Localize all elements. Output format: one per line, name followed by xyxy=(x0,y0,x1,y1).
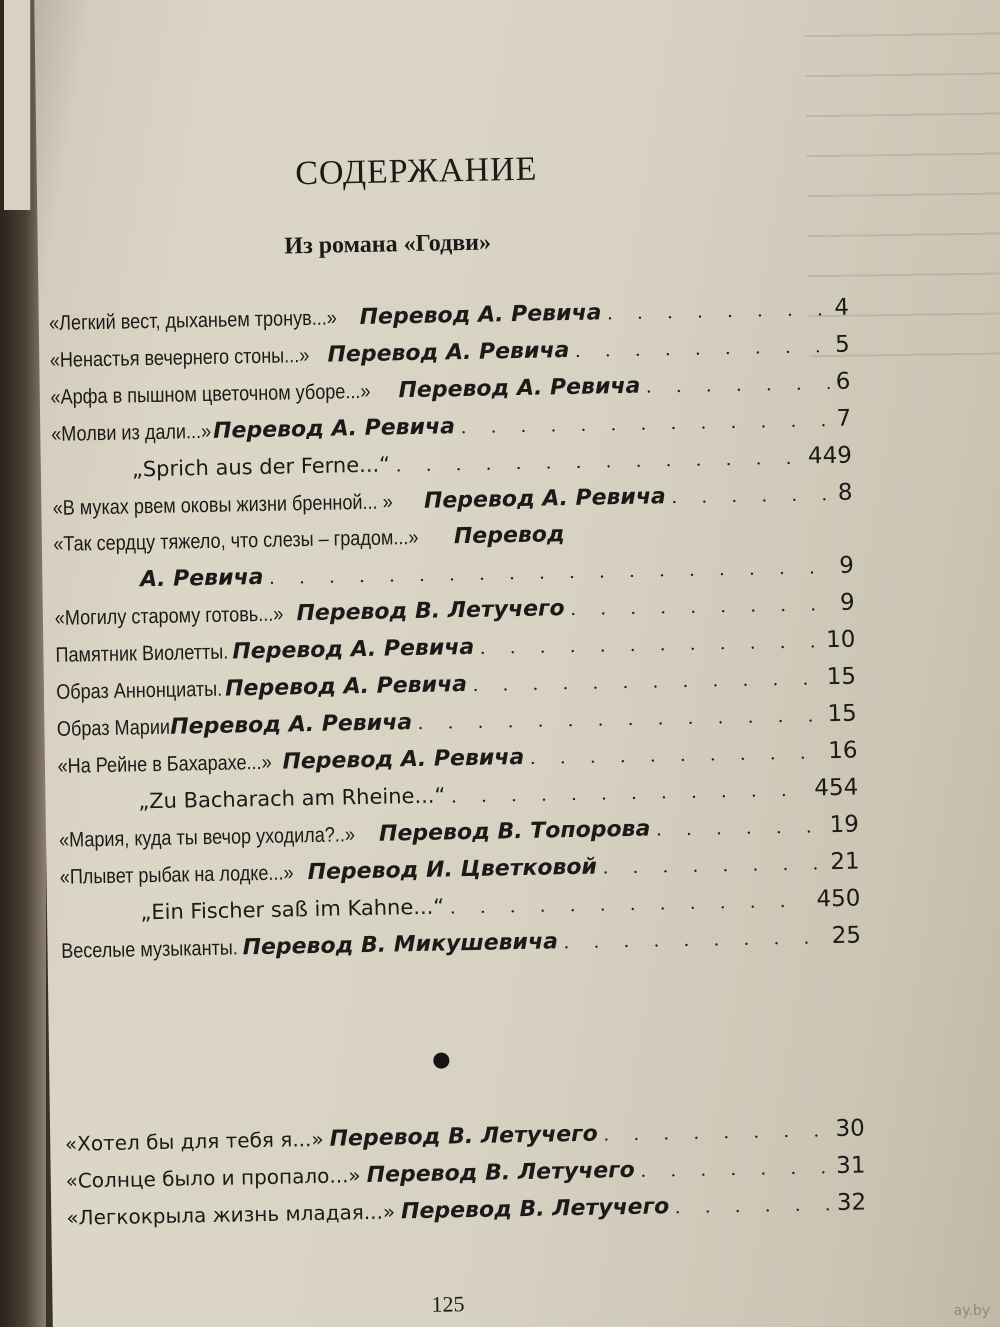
poem-title: «Так сердцу тяжело, что слезы – градом...» xyxy=(53,525,419,556)
poem-title: Памятник Виолетты. xyxy=(55,640,229,667)
original-title: „Sprich aus der Ferne...“ xyxy=(131,452,391,482)
entry-page-number: 454 xyxy=(814,774,859,802)
dot-leader xyxy=(675,1186,831,1225)
entry-page-number: 19 xyxy=(829,811,860,839)
poem-title: «Мария, куда ты вечор уходила?..» xyxy=(58,823,356,852)
entry-page-number: 450 xyxy=(816,885,861,913)
entry-page-number: 15 xyxy=(827,700,858,728)
section-heading: Из романа «Годви» xyxy=(284,229,492,260)
translator: Перевод А. Ревича xyxy=(282,744,525,775)
dot-leader xyxy=(646,365,830,405)
translator: Перевод xyxy=(453,522,565,550)
translator: Перевод А. Ревича xyxy=(398,373,641,404)
page-title: СОДЕРЖАНИЕ xyxy=(294,150,538,193)
dot-leader xyxy=(603,1112,829,1152)
entry-page-number: 5 xyxy=(834,331,850,358)
poem-title: Образ Марии. xyxy=(56,715,176,741)
translator: Перевод В. Микушевича xyxy=(242,929,559,961)
entry-page-number: 16 xyxy=(827,737,858,765)
section-divider-dot xyxy=(433,1052,449,1068)
poem-title: «На Рейне в Бахарахе...» xyxy=(57,750,272,778)
translator: Перевод А. Ревича xyxy=(423,484,667,514)
entry-page-number: 25 xyxy=(831,922,862,950)
dot-leader xyxy=(530,734,823,776)
translator: Перевод А. Ревича xyxy=(170,710,413,740)
poem-title: «Легкокрыла жизнь младая...» xyxy=(66,1199,396,1230)
entry-page-number: 9 xyxy=(839,552,855,579)
entry-page-number: 6 xyxy=(835,368,851,395)
poem-title: «Плывет рыбак на лодке...» xyxy=(59,861,294,889)
entry-page-number: 10 xyxy=(825,626,856,654)
translator: Перевод И. Цветковой xyxy=(307,854,598,886)
dot-leader xyxy=(450,882,811,925)
poem-title: Веселые музыканты. xyxy=(60,936,239,963)
entry-page-number: 15 xyxy=(826,663,857,691)
poem-title: «Хотел бы для тебя я...» xyxy=(64,1126,324,1156)
entry-page-number: 31 xyxy=(835,1152,866,1180)
page-number: 125 xyxy=(431,1291,465,1317)
dot-leader xyxy=(570,586,834,627)
translator: Перевод А. Ревича xyxy=(232,634,475,665)
translator: Перевод В. Летучего xyxy=(400,1194,670,1225)
dot-leader xyxy=(607,291,829,331)
toc-list-second xyxy=(65,1110,867,1236)
dot-leader xyxy=(451,771,809,814)
poem-title: «Молви из дали...» xyxy=(51,419,212,446)
poem-title: «В муках рвем оковы жизни бренной... » xyxy=(52,490,393,520)
translator: Перевод В. Летучего xyxy=(296,596,565,627)
entry-page-number: 7 xyxy=(836,405,852,432)
translator: Перевод В. Летучего xyxy=(329,1121,598,1152)
dot-leader xyxy=(656,808,824,847)
translator: Перевод В. Топорова xyxy=(378,816,651,847)
entry-page-number: 21 xyxy=(830,848,860,876)
dot-leader xyxy=(575,328,829,369)
entry-page-number: 4 xyxy=(834,294,850,321)
poem-title: Образ Аннонциаты. xyxy=(56,677,223,704)
translator: Перевод А. Ревича xyxy=(224,672,468,702)
dot-leader xyxy=(473,660,822,703)
translator-continued: А. Ревича xyxy=(139,564,264,593)
watermark: ay.by xyxy=(953,1303,990,1319)
entry-page-number: 30 xyxy=(835,1115,865,1143)
toc-list xyxy=(49,290,862,970)
dot-leader xyxy=(603,845,825,885)
translator: Перевод В. Летучего xyxy=(366,1157,636,1189)
original-title: „Zu Bacharach am Rheine...“ xyxy=(138,783,446,814)
dot-leader xyxy=(480,623,821,666)
dot-leader xyxy=(564,919,827,960)
previous-page-edge xyxy=(4,0,31,210)
translator: Перевод А. Ревича xyxy=(212,414,456,444)
poem-title: «Могилу старому готовь...» xyxy=(54,602,284,630)
poem-title: «Ненастья вечернего стоны...» xyxy=(49,343,310,372)
dot-leader xyxy=(640,1149,830,1189)
entry-page-number: 32 xyxy=(836,1189,867,1217)
entry-page-number: 449 xyxy=(807,442,853,470)
original-title: „Ein Fischer saß im Kahne...“ xyxy=(140,894,445,925)
translator: Перевод А. Ревича xyxy=(359,300,602,331)
dot-leader xyxy=(671,476,832,515)
dot-leader xyxy=(461,402,831,445)
entry-page-number: 9 xyxy=(839,589,855,616)
entry-page-number: 8 xyxy=(837,479,853,506)
poem-title: «Легкий вест, дыханьем тронув...» xyxy=(48,306,338,335)
poem-title: «Арфа в пышном цветочном уборе...» xyxy=(50,379,371,409)
table-of-contents xyxy=(46,145,868,1325)
translator: Перевод А. Ревича xyxy=(327,337,570,368)
poem-title: «Солнце было и пропало...» xyxy=(65,1163,361,1193)
